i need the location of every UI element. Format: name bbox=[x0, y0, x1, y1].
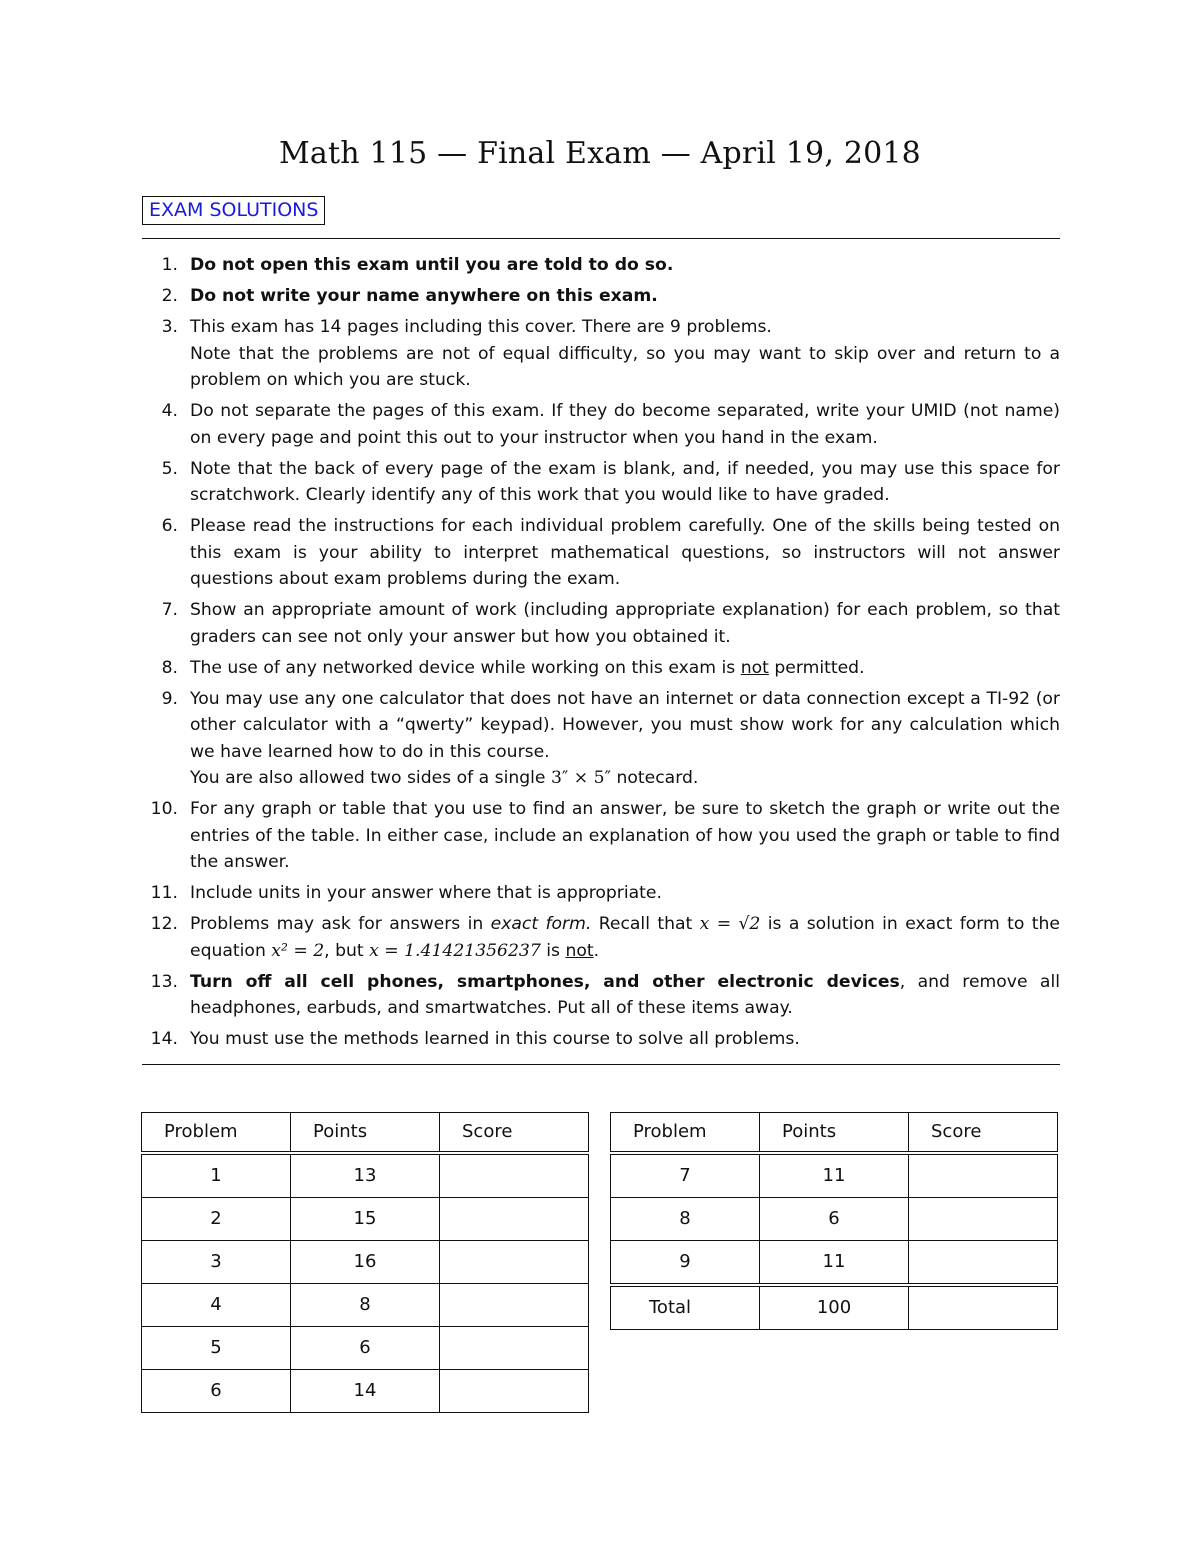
instruction-number: 14. bbox=[150, 1029, 178, 1049]
points-cell: 6 bbox=[760, 1197, 909, 1240]
instruction-number: 2. bbox=[161, 286, 178, 306]
points-cell: 13 bbox=[291, 1153, 440, 1198]
instruction-number: 1. bbox=[161, 255, 178, 275]
instruction-item bbox=[142, 880, 1060, 907]
score-cell[interactable] bbox=[909, 1153, 1058, 1198]
table-row bbox=[142, 1197, 589, 1240]
instruction-text: Note that the back of every page of the exam is blank, and, if needed, you may use this space for scratchwork. Clearly identify any of this work that you would like to have graded. bbox=[190, 458, 1060, 505]
problem-cell: 5 bbox=[142, 1326, 291, 1369]
exam-solutions-badge: EXAM SOLUTIONS bbox=[142, 196, 325, 225]
instruction-text: permitted. bbox=[768, 657, 865, 678]
score-cell[interactable] bbox=[440, 1153, 589, 1198]
points-cell: 11 bbox=[760, 1240, 909, 1285]
total-score-cell[interactable] bbox=[909, 1285, 1058, 1330]
instruction-text: Do not write your name anywhere on this exam. bbox=[190, 286, 658, 306]
math-expression: x² = 2 bbox=[271, 940, 325, 961]
score-cell[interactable] bbox=[909, 1240, 1058, 1285]
instruction-text: , but bbox=[324, 940, 370, 961]
table-row bbox=[611, 1240, 1058, 1285]
instruction-item bbox=[142, 1026, 1060, 1053]
instruction-number: 4. bbox=[161, 401, 178, 421]
bottom-divider bbox=[142, 1064, 1060, 1065]
instruction-text: You are also allowed two sides of a single bbox=[190, 768, 551, 788]
score-cell[interactable] bbox=[440, 1283, 589, 1326]
instruction-text: is a solution in exact form to the equation bbox=[190, 914, 1060, 961]
table-row bbox=[142, 1283, 589, 1326]
total-row bbox=[611, 1285, 1058, 1330]
instruction-text: , and remove all headphones, earbuds, and smartwatches. Put all of these items away. bbox=[190, 971, 1060, 1018]
instruction-item bbox=[142, 796, 1060, 876]
instruction-text: For any graph or table that you use to find an answer, be sure to sketch the graph or write out the entries of the table. In either case, include an explanation of how you used the graph or table to find the answer. bbox=[190, 799, 1060, 872]
table-header-row bbox=[142, 1113, 589, 1153]
instruction-item bbox=[142, 283, 1060, 310]
score-cell[interactable] bbox=[440, 1326, 589, 1369]
points-cell: 15 bbox=[291, 1197, 440, 1240]
score-cell[interactable] bbox=[440, 1197, 589, 1240]
instruction-number: 6. bbox=[161, 516, 178, 536]
instruction-text: The use of any networked device while working on this exam is bbox=[190, 657, 741, 678]
score-table-left bbox=[141, 1112, 589, 1413]
problem-cell: 3 bbox=[142, 1240, 291, 1283]
points-cell: 6 bbox=[291, 1326, 440, 1369]
instruction-item bbox=[142, 969, 1060, 1022]
instruction-number: 9. bbox=[161, 688, 178, 709]
instruction-text: notecard. bbox=[611, 768, 699, 788]
total-points-cell: 100 bbox=[760, 1285, 909, 1330]
instruction-item bbox=[142, 655, 1060, 682]
math-expression: x = √2 bbox=[699, 914, 761, 934]
points-cell: 8 bbox=[291, 1283, 440, 1326]
instruction-item bbox=[142, 456, 1060, 509]
emphasis-exact-form: exact form. bbox=[490, 914, 592, 934]
points-cell: 16 bbox=[291, 1240, 440, 1283]
instruction-item bbox=[142, 686, 1060, 792]
column-header-score: Score bbox=[909, 1113, 1058, 1153]
table-row bbox=[142, 1240, 589, 1283]
instruction-text: Do not separate the pages of this exam. If they do become separated, write your UMID (not name) on every page and point this out to your instructor when you hand in the exam. bbox=[190, 401, 1060, 448]
score-cell[interactable] bbox=[909, 1197, 1058, 1240]
instruction-text: Turn off all cell phones, smartphones, and other electronic devices bbox=[190, 971, 900, 992]
score-cell[interactable] bbox=[440, 1240, 589, 1283]
instruction-number: 8. bbox=[161, 657, 178, 678]
instruction-number: 12. bbox=[150, 914, 178, 934]
problem-cell: 4 bbox=[142, 1283, 291, 1326]
column-header-points: Points bbox=[291, 1113, 440, 1153]
problem-cell: 6 bbox=[142, 1369, 291, 1412]
instructions-list bbox=[142, 252, 1060, 1057]
instruction-number: 7. bbox=[161, 600, 178, 620]
top-divider bbox=[142, 238, 1060, 239]
instruction-text: Note that the problems are not of equal difficulty, so you may want to skip over and return to a problem on which you are stuck. bbox=[190, 343, 1060, 390]
instruction-text: Recall that bbox=[591, 914, 700, 934]
page-title: Math 115 — Final Exam — April 19, 2018 bbox=[279, 136, 921, 171]
column-header-score: Score bbox=[440, 1113, 589, 1153]
table-row bbox=[611, 1153, 1058, 1198]
instruction-number: 13. bbox=[150, 971, 178, 992]
emphasis-not: not bbox=[740, 657, 769, 678]
instruction-number: 11. bbox=[150, 883, 178, 903]
table-header-row bbox=[611, 1113, 1058, 1153]
score-cell[interactable] bbox=[440, 1369, 589, 1412]
instruction-item bbox=[142, 597, 1060, 650]
column-header-points: Points bbox=[760, 1113, 909, 1153]
instruction-text: Do not open this exam until you are told to do so. bbox=[190, 255, 674, 275]
table-row bbox=[142, 1326, 589, 1369]
total-label: Total bbox=[611, 1285, 760, 1330]
table-row bbox=[142, 1369, 589, 1412]
score-table-right bbox=[610, 1112, 1058, 1330]
instruction-number: 10. bbox=[150, 799, 178, 819]
instruction-text: Problems may ask for answers in bbox=[190, 914, 491, 934]
instruction-item bbox=[142, 314, 1060, 394]
instruction-text: . bbox=[593, 940, 600, 961]
column-header-problem: Problem bbox=[611, 1113, 760, 1153]
instruction-item bbox=[142, 252, 1060, 279]
instruction-text: You must use the methods learned in this course to solve all problems. bbox=[190, 1029, 800, 1049]
problem-cell: 1 bbox=[142, 1153, 291, 1198]
math-expression: x = 1.41421356237 bbox=[369, 940, 541, 961]
problem-cell: 9 bbox=[611, 1240, 760, 1285]
problem-cell: 2 bbox=[142, 1197, 291, 1240]
table-row bbox=[142, 1153, 589, 1198]
emphasis-not: not bbox=[565, 940, 594, 961]
instruction-item bbox=[142, 398, 1060, 451]
problem-cell: 7 bbox=[611, 1153, 760, 1198]
instruction-text: Include units in your answer where that is appropriate. bbox=[190, 883, 662, 903]
points-cell: 14 bbox=[291, 1369, 440, 1412]
instruction-text: You may use any one calculator that does not have an internet or data connection except a TI-92 (or other calculator with a “qwerty” keypad). However, you must show work for any calculation which we have learned how to do in this course. bbox=[190, 688, 1060, 762]
instruction-item bbox=[142, 513, 1060, 593]
table-row bbox=[611, 1197, 1058, 1240]
points-cell: 11 bbox=[760, 1153, 909, 1198]
instruction-text: Show an appropriate amount of work (including appropriate explanation) for each problem, so that graders can see not only your answer but how you obtained it. bbox=[190, 600, 1060, 647]
instruction-item bbox=[142, 911, 1060, 964]
instruction-text: is bbox=[540, 940, 566, 961]
notecard-size: 3″ × 5″ bbox=[550, 768, 612, 788]
column-header-problem: Problem bbox=[142, 1113, 291, 1153]
instruction-number: 5. bbox=[161, 458, 178, 479]
instruction-number: 3. bbox=[161, 317, 178, 337]
instruction-text: This exam has 14 pages including this cover. There are 9 problems. bbox=[190, 317, 772, 337]
problem-cell: 8 bbox=[611, 1197, 760, 1240]
instruction-text: Please read the instructions for each individual problem carefully. One of the skills being tested on this exam is your ability to interpret mathematical questions, so instructors will not answer questions about exam problems during the exam. bbox=[190, 516, 1060, 589]
